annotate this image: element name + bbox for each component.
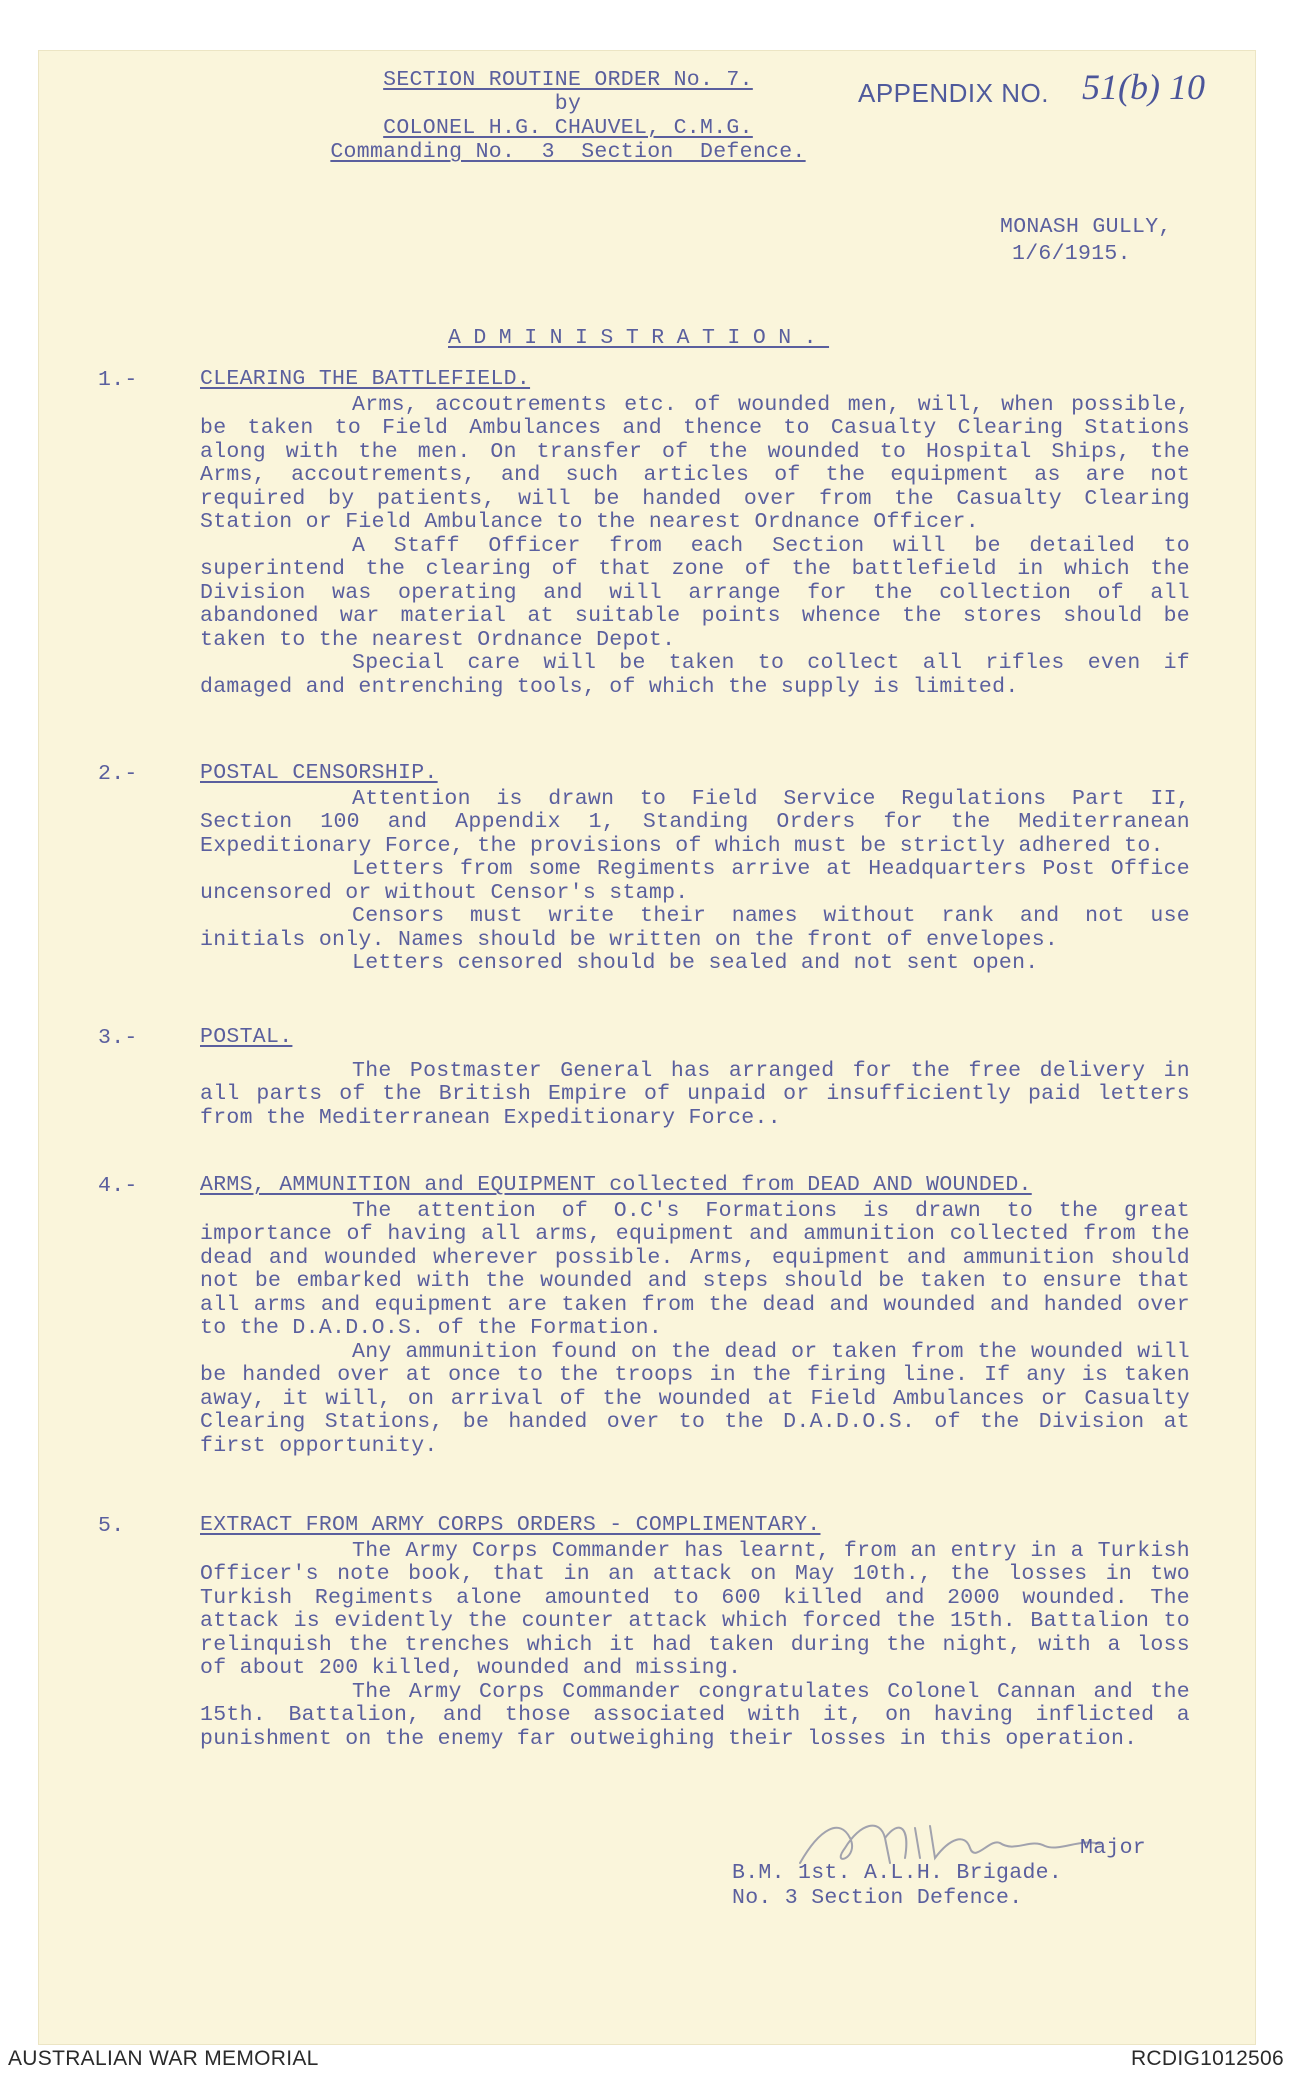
section-postal <box>200 1026 1190 1130</box>
section-heading: CLEARING THE BATTLEFIELD. <box>200 367 531 391</box>
section-heading: ARMS, AMMUNITION and EQUIPMENT collected from DEAD AND WOUNDED. <box>200 1173 1032 1197</box>
section-number: 3.- <box>98 1026 138 1050</box>
place-date <box>1000 214 1172 268</box>
order-command: Commanding No. 3 Section Defence. <box>330 140 806 164</box>
paragraph: A Staff Officer from each Section will be detailed to superintend the clearing of that zone of the battlefield in which the Division was operating and will arrange for the collection of all abandoned war material at suitable points whence the stores should be taken to the nearest Ordnance Depot. <box>200 533 1190 652</box>
paragraph: Letters from some Regiments arrive at Headquarters Post Office uncensored or without Censor's stamp. <box>200 857 1190 905</box>
order-title: SECTION ROUTINE ORDER No. 7. <box>383 68 753 92</box>
signature-block <box>732 1836 1146 1911</box>
section-extract-army-corps <box>200 1514 1190 1751</box>
paragraph: The attention of O.C's Formations is drawn to the great importance of having all arms, equipment and ammunition collected from the dead and wounded wherever possible. Arms, equipment and ammunition should not be embarked with the wounded and steps should be taken to ensure that all arms and equipment are taken from the dead and wounded and handed over to the D.A.D.O.S. of the Formation. <box>200 1198 1190 1340</box>
section-heading: POSTAL CENSORSHIP. <box>200 761 438 785</box>
section-postal-censorship <box>200 762 1190 976</box>
paragraph: The Army Corps Commander congratulates Colonel Cannan and the 15th. Battalion, and those associated with it, on having inflicted a punishment on the enemy far outweighing their losses in this operation. <box>200 1679 1190 1751</box>
order-by: by <box>554 92 582 116</box>
section-heading: EXTRACT FROM ARMY CORPS ORDERS - COMPLIMENTARY. <box>200 1513 821 1537</box>
paragraph: Any ammunition found on the dead or taken from the wounded will be handed over at once to the troops in the firing line. If any is taken away, it will, on arrival of the wounded at Field Ambulances or Casualty Clearing Stations, be handed over to the D.A.D.O.S. of the Division at first opportunity. <box>200 1339 1190 1458</box>
signature-rank: Major <box>1080 1836 1147 1860</box>
place-date-value: 1/6/1915. <box>1012 242 1131 266</box>
paragraph: Arms, accoutrements etc. of wounded men, will, when possible, be taken to Field Ambulances and thence to Casualty Clearing Stations along with the men. On transfer of the wounded to Hospital Ships, the Arms, accoutrements, and such articles of the equipment as are not required by patients, will be handed over from the Casualty Clearing Station or Field Ambulance to the nearest Ordnance Officer. <box>200 392 1190 534</box>
section-number: 2.- <box>98 762 138 786</box>
paragraph: The Army Corps Commander has learnt, from an entry in a Turkish Officer's note book, that in an attack on May 10th., the losses in two Turkish Regiments alone amounted to 600 killed and 2000 wounded. The attack is evidently the counter attack which forced the 15th. Battalion to relinquish the trenches which it had taken during the night, with a loss of about 200 killed, wounded and missing. <box>200 1538 1190 1680</box>
section-heading: POSTAL. <box>200 1025 293 1049</box>
signature-line2: No. 3 Section Defence. <box>732 1886 1023 1910</box>
section-number: 5. <box>98 1514 125 1538</box>
section-number: 4.- <box>98 1174 138 1198</box>
footer-source: AUSTRALIAN WAR MEMORIAL <box>8 2047 319 2070</box>
footer-id: RCDIG1012506 <box>1130 2047 1284 2070</box>
paragraph: Special care will be taken to collect all rifles even if damaged and entrenching tools, of which the supply is limited. <box>200 651 1190 699</box>
paragraph: Letters censored should be sealed and not sent open. <box>352 951 1039 975</box>
section-number: 1.- <box>98 368 138 392</box>
signature-line1: B.M. 1st. A.L.H. Brigade. <box>732 1861 1063 1885</box>
section-arms-ammunition <box>200 1174 1190 1458</box>
order-author: COLONEL H.G. CHAUVEL, C.M.G. <box>383 116 753 140</box>
paragraph: Attention is drawn to Field Service Regulations Part II, Section 100 and Appendix 1, Standing Orders for the Mediterranean Expeditionary Force, the provisions of which must be strictly adhered to. <box>200 786 1190 858</box>
paragraph: The Postmaster General has arranged for the free delivery in all parts of the British Empire of unpaid or insufficiently paid letters from the Mediterranean Expeditionary Force.. <box>200 1058 1190 1130</box>
appendix-label: APPENDIX NO. <box>858 78 1049 108</box>
paragraph: Censors must write their names without rank and not use initials only. Names should be written on the front of envelopes. <box>200 904 1190 952</box>
section-clearing-battlefield <box>200 368 1190 699</box>
appendix-number: 51(b) 10 <box>1082 67 1205 107</box>
place-location: MONASH GULLY, <box>1000 215 1172 239</box>
section-title: ADMINISTRATION. <box>448 326 830 350</box>
